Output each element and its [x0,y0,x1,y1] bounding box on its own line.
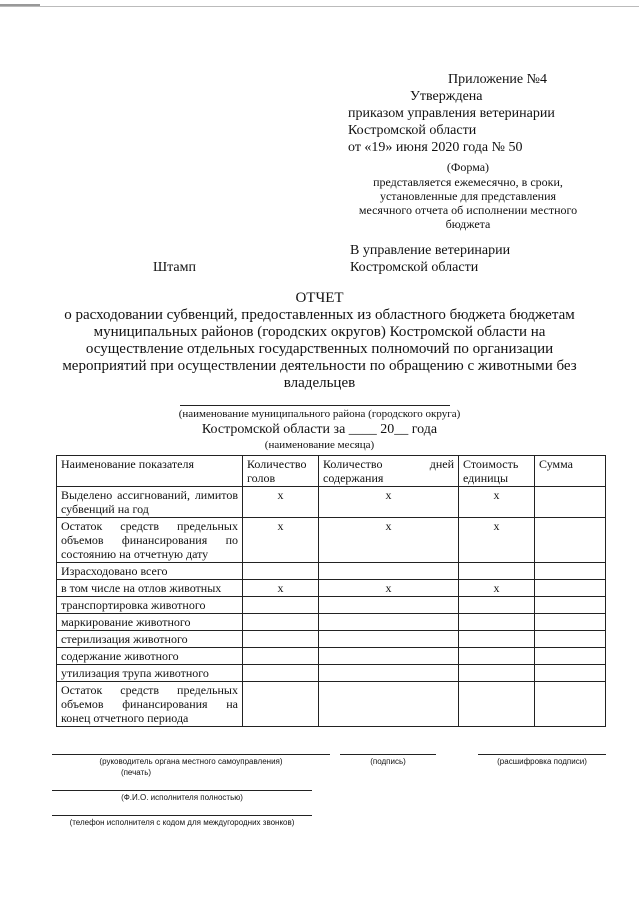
col-header-sum: Сумма [535,456,606,487]
phone-line[interactable] [52,815,312,816]
cell-cost[interactable] [459,648,535,665]
cell-days[interactable]: x [319,518,459,563]
municipality-fill-line[interactable] [180,405,450,406]
col-header-heads: Количество голов [243,456,319,487]
cell-sum[interactable] [535,648,606,665]
col-header-days-a: Количество [323,457,383,471]
row-label: Остаток средств предельных объемов финансирования по состоянию на отчетную дату [57,518,243,563]
table-row [57,563,606,580]
cell-heads[interactable] [243,614,319,631]
cell-sum[interactable] [535,614,606,631]
head-caption: (руководитель органа местного самоуправления) [99,757,283,766]
cell-sum[interactable] [535,665,606,682]
phone-caption: (телефон исполнителя с кодом для междугородних звонков) [69,818,295,827]
cell-days[interactable]: x [319,487,459,518]
table-row [57,665,606,682]
row-label: содержание животного [57,648,243,665]
cell-days[interactable] [319,614,459,631]
table-row [57,614,606,631]
cell-sum[interactable] [535,631,606,648]
cell-heads[interactable] [243,682,319,727]
head-signature-line[interactable] [52,754,330,755]
row-label: маркирование животного [57,614,243,631]
cell-sum[interactable] [535,682,606,727]
decoding-line[interactable] [478,754,606,755]
signature-caption: (подпись) [370,757,406,766]
row-label: транспортировка животного [57,597,243,614]
cell-cost[interactable] [459,682,535,727]
cell-days[interactable] [319,631,459,648]
form-note-line-3: месячного отчета об исполнении местного [358,203,578,217]
cell-heads[interactable] [243,597,319,614]
month-caption: (наименование месяца) [264,439,375,451]
cell-heads[interactable] [243,648,319,665]
col-header-days-b: дней [429,457,454,471]
row-label: Выделено ассигнований, лимитов субвенций на год [57,487,243,518]
report-heading: ОТЧЕТ [295,290,344,306]
period-line: Костромской области за ____ 20__ года [201,422,438,437]
col-header-days-c: содержания [323,471,384,485]
report-title-line-4: мероприятий при осуществлении деятельности по обращению с животными без [62,358,577,374]
cell-days[interactable]: x [319,580,459,597]
cell-sum[interactable] [535,597,606,614]
seal-caption: (печать) [120,768,152,777]
cell-days[interactable] [319,682,459,727]
table-row [57,518,606,563]
col-header-indicator: Наименование показателя [57,456,243,487]
table-row [57,580,606,597]
table-row [57,648,606,665]
signature-line[interactable] [340,754,436,755]
form-note-line-2: установленные для представления [379,189,557,203]
table-row [57,682,606,727]
form-note-line-1: представляется ежемесячно, в сроки, [373,175,563,189]
table-row [57,631,606,648]
order-line-2: Костромской области [348,123,477,138]
report-title-line-2: муниципальных районов (городских округов) Костромской области на [93,324,546,340]
cell-cost[interactable]: x [459,518,535,563]
cell-heads[interactable] [243,563,319,580]
cell-heads[interactable]: x [243,487,319,518]
row-label: утилизация трупа животного [57,665,243,682]
table-row [57,487,606,518]
cell-cost[interactable] [459,563,535,580]
cell-days[interactable] [319,648,459,665]
scan-edge-line [0,6,639,7]
cell-heads[interactable] [243,665,319,682]
table-row [57,597,606,614]
order-line-3: от «19» июня 2020 года № 50 [348,140,523,155]
cell-cost[interactable] [459,614,535,631]
addressee-line-2: Костромской области [350,260,479,275]
form-note-line-4: бюджета [445,217,491,231]
executor-caption: (Ф.И.О. исполнителя полностью) [121,793,243,802]
row-label: Израсходовано всего [57,563,243,580]
decoding-caption: (расшифровка подписи) [497,757,587,766]
stamp-label: Штамп [153,260,196,275]
cell-heads[interactable]: x [243,518,319,563]
appendix-label: Приложение №4 [448,72,547,87]
report-title-line-1: о расходовании субвенций, предоставленных из областного бюджета бюджетам [64,307,575,323]
cell-days[interactable] [319,563,459,580]
cell-days[interactable] [319,665,459,682]
row-label: стерилизация животного [57,631,243,648]
cell-cost[interactable] [459,631,535,648]
row-label: в том числе на отлов животных [57,580,243,597]
form-label: (Форма) [446,160,490,174]
cell-days[interactable] [319,597,459,614]
col-header-days [319,456,459,487]
cell-cost[interactable] [459,665,535,682]
cell-heads[interactable] [243,631,319,648]
cell-cost[interactable]: x [459,580,535,597]
cell-sum[interactable] [535,580,606,597]
executor-line[interactable] [52,790,312,791]
report-table [56,455,606,727]
addressee-line-1: В управление ветеринарии [350,243,511,258]
table-header-row [57,456,606,487]
cell-heads[interactable]: x [243,580,319,597]
cell-sum[interactable] [535,563,606,580]
row-label: Остаток средств предельных объемов финансирования на конец отчетного периода [57,682,243,727]
cell-cost[interactable]: x [459,487,535,518]
cell-sum[interactable] [535,487,606,518]
cell-sum[interactable] [535,518,606,563]
report-title-line-5: владельцев [283,375,356,391]
approved-label: Утверждена [410,89,483,104]
cell-cost[interactable] [459,597,535,614]
order-line-1: приказом управления ветеринарии [348,106,555,121]
report-title-line-3: осуществление отдельных государственных полномочий по организации [85,341,554,357]
col-header-unit-cost: Стоимость единицы [459,456,535,487]
municipality-caption: (наименование муниципального района (городского округа) [178,408,461,420]
